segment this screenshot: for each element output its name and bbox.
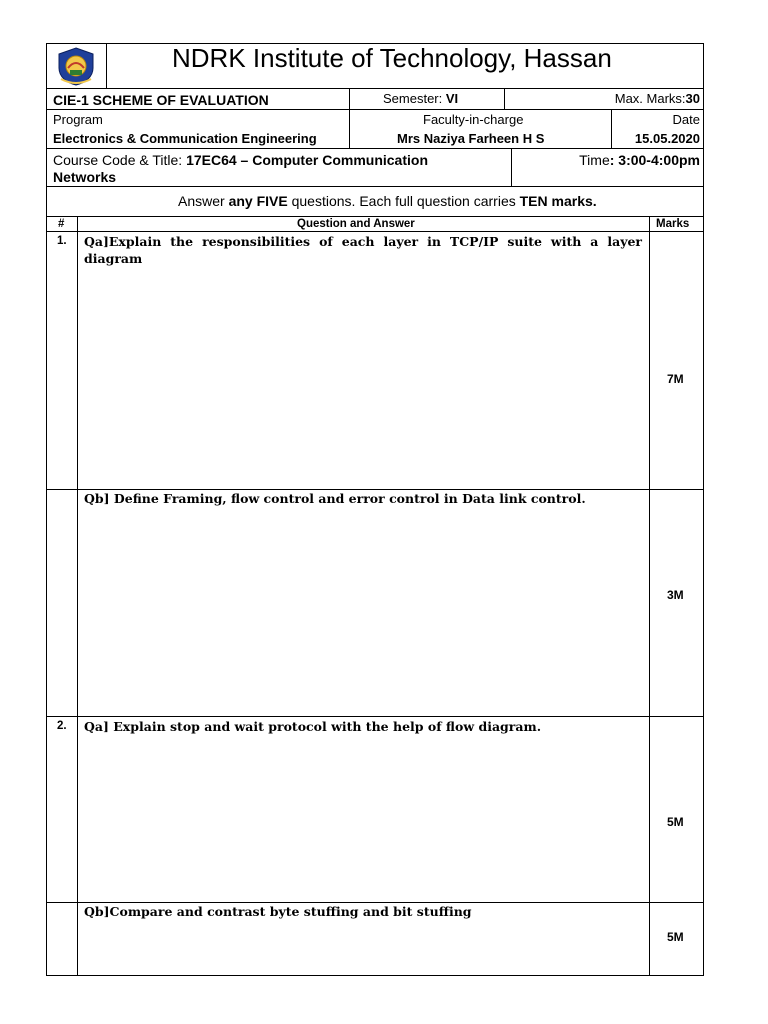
course-label: Course Code & Title: [53, 152, 187, 168]
max-marks-value: 30 [685, 91, 700, 106]
semester [383, 91, 458, 107]
row-rule-2 [46, 716, 704, 717]
question-text: Qa] Explain stop and wait protocol with the help of flow diagram. [84, 719, 542, 734]
course-value: 17EC64 – Computer Communication [186, 152, 428, 168]
course-line1 [53, 152, 428, 168]
instr-3: questions. Each full question carries [287, 193, 520, 209]
question-text-cont: diagram [84, 251, 143, 266]
date-value: 15.05.2020 [634, 131, 700, 146]
program-value: Electronics & Communication Engineering [53, 131, 317, 146]
semester-label: Semester: [383, 91, 446, 106]
rule-6 [46, 231, 704, 232]
faculty-value: Mrs Naziya Farheen H S [397, 131, 545, 146]
institute-name: NDRK Institute of Technology, Hassan [172, 43, 612, 73]
institute-logo [53, 46, 99, 86]
evaluation-sheet [46, 43, 704, 976]
question-marks: 3M [667, 588, 684, 602]
col-rule-2 [649, 216, 650, 976]
date-label: Date [672, 112, 700, 127]
col-rule-1 [77, 216, 78, 976]
rule-2 [46, 109, 704, 110]
rule-v4 [611, 109, 612, 148]
rule-v2 [504, 88, 505, 109]
max-marks-label: Max. Marks: [614, 91, 686, 106]
logo-divider [106, 43, 107, 88]
question-text: Qb]Compare and contrast byte stuffing and bit stuffing [84, 904, 472, 919]
instructions [178, 193, 597, 209]
col-num-header: # [58, 218, 65, 230]
scheme-title: CIE-1 SCHEME OF EVALUATION [53, 92, 269, 108]
rule-v3 [349, 109, 350, 148]
question-text: Qa]Explain the responsibilities of each layer in TCP/IP suite with a layer [84, 234, 642, 249]
semester-value: VI [445, 91, 459, 106]
rule-v1 [349, 88, 350, 109]
instr-2: any FIVE [228, 193, 288, 209]
rule-1 [46, 88, 704, 89]
question-number: 1. [57, 235, 67, 247]
rule-v5 [511, 148, 512, 186]
time-value: : 3:00-4:00pm [609, 152, 700, 168]
instr-1: Answer [178, 193, 229, 209]
col-marks-header: Marks [656, 218, 690, 230]
program-label: Program [53, 112, 103, 127]
instr-4: TEN marks. [519, 193, 597, 209]
rule-4 [46, 186, 704, 187]
course-line2: Networks [53, 169, 117, 185]
time-label: Time [579, 152, 610, 168]
faculty-label: Faculty-in-charge [423, 112, 524, 127]
question-text: Qb] Define Framing, flow control and error control in Data link control. [84, 491, 586, 506]
max-marks [615, 91, 700, 107]
question-marks: 7M [667, 372, 684, 386]
rule-3 [46, 148, 704, 149]
question-marks: 5M [667, 930, 684, 944]
question-marks: 5M [667, 815, 684, 829]
exam-time [579, 152, 700, 168]
col-question-header: Question and Answer [297, 218, 415, 230]
question-number: 2. [57, 720, 67, 732]
